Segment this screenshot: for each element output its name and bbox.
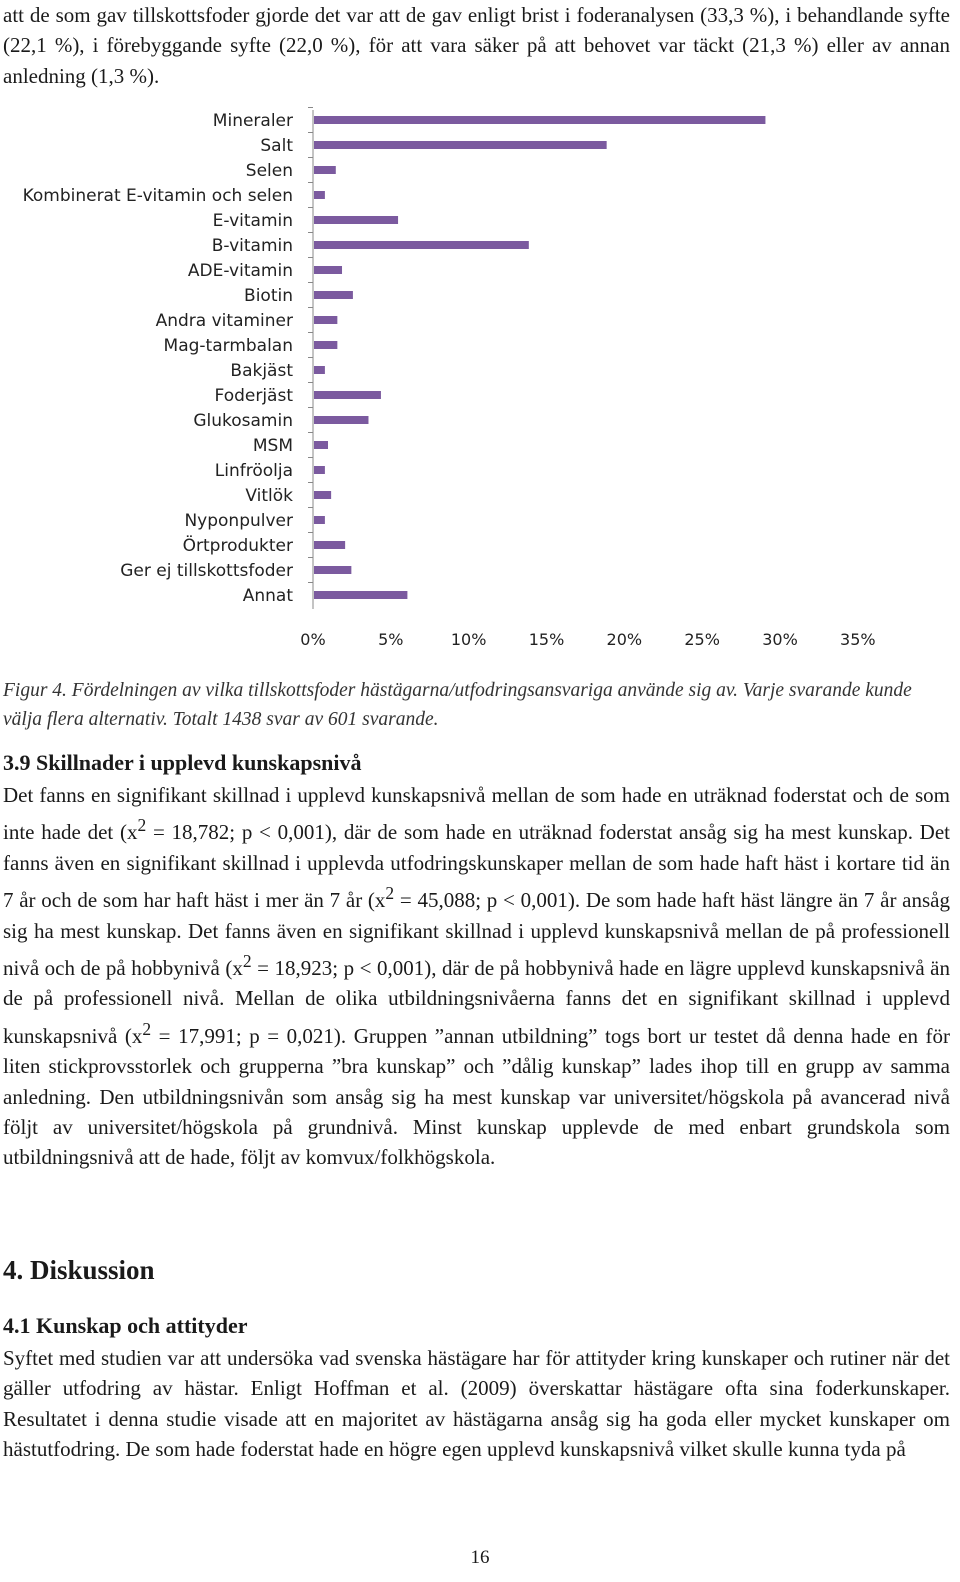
- bar: [314, 141, 607, 149]
- body-text-3: = 45,088; p < 0,001). De som hade haft häst längre än 7 år ansåg sig ha mest kunskap. Det fanns även en signifikant skillnad i upplevd kunskapsnivå mellan de på professionell nivå och de på hobbynivå (x: [3, 888, 950, 981]
- bar: [314, 516, 325, 524]
- bar: [314, 191, 325, 199]
- category-label: Glukosamin: [193, 411, 293, 431]
- category-label: Kombinerat E-vitamin och selen: [22, 186, 293, 206]
- category-label: MSM: [252, 436, 293, 456]
- bar: [314, 341, 337, 349]
- bar: [314, 491, 331, 499]
- category-label: Vitlök: [245, 486, 293, 506]
- category-label: Örtprodukter: [182, 536, 293, 556]
- category-label: Andra vitaminer: [155, 311, 293, 331]
- superscript: 2: [142, 1018, 152, 1039]
- body-text-2: = 18,782; p < 0,001), där de som hade en uträknad foderstat ansåg sig ha mest kunskap. Det fanns även en signifikant skillnad i upplevda utfodringskunskaper mellan de som hade haft häst i kortare tid än 7 år och de som har haft häst i mer än 7 år (x: [3, 820, 950, 913]
- body-text-4: = 18,923; p < 0,001), där de på hobbynivå hade en lägre upplevd kunskapsnivå än de på professionell nivå. Mellan de olika utbildningsnivåerna fanns det en signifikant skillnad i upplevd kunskapsnivå (x: [3, 956, 950, 1048]
- category-label: Annat: [242, 586, 293, 606]
- category-label: Mag-tarmbalan: [163, 336, 293, 356]
- section-4-1-body: Syftet med studien var att undersöka vad svenska hästägare har för attityder kring kunskaper och rutiner när det gäller utfodring av hästar. Enligt Hoffman et al. (2009) överskattar hästägare ofta sina foderkunskaper. Resultatet i denna studie visade att en majoritet av hästägarna ansåg sig ha goda eller mycket kunskaper om hästutfodring. De som hade foderstat hade en högre egen upplevd kunskapsnivå vilket skulle kunna tyda på: [3, 1346, 950, 1462]
- category-label: B-vitamin: [211, 236, 293, 256]
- category-label: Biotin: [244, 286, 293, 306]
- category-label: Ger ej tillskottsfoder: [120, 561, 293, 581]
- bar: [314, 541, 345, 549]
- figure-caption: Figur 4. Fördelningen av vilka tillskottsfoder hästägarna/utfodringsansvariga använde sig av. Varje svarande kunde välja flera alternativ. Totalt 1438 svar av 601 svarande.: [3, 680, 912, 730]
- bar: [314, 216, 398, 224]
- category-label: Selen: [245, 161, 293, 181]
- category-label: Nyponpulver: [184, 511, 293, 531]
- body-text-5: = 17,991; p = 0,021). Gruppen ”annan utbildning” togs bort ur testet då denna hade en för liten stickprovsstorlek och grupperna ”bra kunskap” och ”dålig kunskap” lades ihop till en grupp av samma anledning. Den utbildningsnivån som ansåg sig ha mest kunskap var universitet/högskola på avancerad nivå följt av universitet/högskola på grundnivå. Minst kunskap upplevde de med enbart grundskola som utbildningsnivå att de hade, följt av komvux/folkhögskola.: [3, 1023, 950, 1170]
- intro-paragraph: att de som gav tillskottsfoder gjorde det var att de gav enligt brist i foderanalysen (33,3 %), i behandlande syfte (22,1 %), i förebyggande syfte (22,0 %), för att vara säker på att behovet var täckt (21,3 %) eller av annan anledning (1,3 %).: [3, 3, 950, 88]
- category-label: Mineraler: [212, 111, 293, 131]
- supplement-bar-chart: [0, 104, 960, 664]
- category-label: Bakjäst: [230, 361, 293, 381]
- category-label: E-vitamin: [212, 211, 293, 231]
- bar: [314, 166, 336, 174]
- x-tick-label: 20%: [606, 630, 643, 649]
- chart-svg: [0, 104, 960, 664]
- bar: [314, 416, 368, 424]
- bar: [314, 391, 381, 399]
- x-tick-label: 25%: [684, 630, 720, 649]
- category-label: Foderjäst: [214, 386, 293, 406]
- bar: [314, 316, 337, 324]
- body-text-1: Det fanns en signifikant skillnad i upplevd kunskapsnivå mellan de som hade en uträknad foderstat och de som inte hade det (x: [3, 783, 950, 845]
- x-tick-label: 10%: [450, 630, 487, 649]
- bar: [314, 241, 529, 249]
- x-tick-label: 35%: [840, 630, 876, 649]
- x-tick-label: 5%: [378, 630, 404, 649]
- bar: [314, 566, 351, 574]
- x-tick-label: 15%: [528, 630, 565, 649]
- bar: [314, 591, 407, 599]
- bar: [314, 116, 765, 124]
- section-heading-4: 4. Diskussion: [3, 1255, 155, 1285]
- bar: [314, 266, 342, 274]
- superscript: 2: [137, 815, 147, 836]
- superscript: 2: [385, 883, 395, 904]
- category-label: Linfröolja: [214, 461, 293, 481]
- page-number: 16: [470, 1547, 490, 1568]
- bar: [314, 441, 328, 449]
- category-label: Salt: [260, 136, 293, 156]
- x-tick-label: 0%: [300, 630, 326, 649]
- section-heading-3-9: 3.9 Skillnader i upplevd kunskapsnivå: [3, 750, 362, 775]
- bar: [314, 466, 325, 474]
- superscript: 2: [242, 951, 252, 972]
- category-label: ADE-vitamin: [187, 261, 293, 281]
- x-tick-label: 30%: [762, 630, 798, 649]
- bar: [314, 366, 325, 374]
- section-3-9-body: [3, 780, 950, 1173]
- bar: [314, 291, 353, 299]
- section-heading-4-1: 4.1 Kunskap och attityder: [3, 1313, 248, 1338]
